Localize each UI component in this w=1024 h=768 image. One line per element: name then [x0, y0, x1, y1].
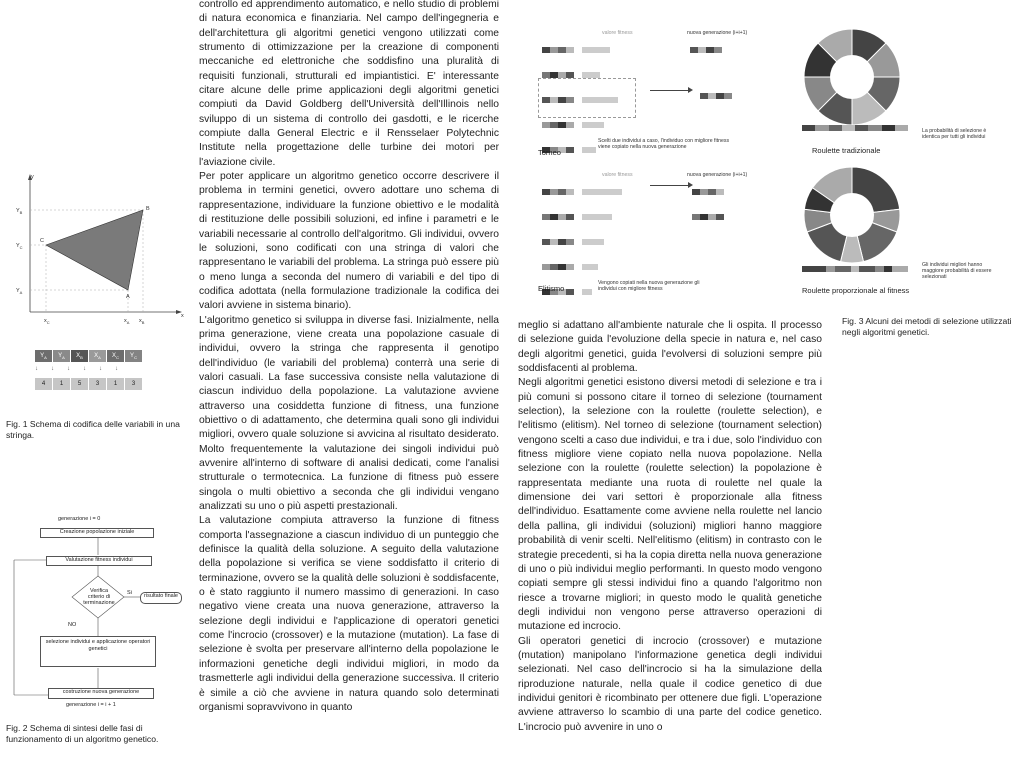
point-a-label: A — [126, 294, 130, 300]
torneo-title: Torneo — [538, 148, 561, 157]
torneo-arrow-head — [688, 87, 693, 93]
elitismo-value-label: valore fitness — [602, 172, 633, 178]
torneo-newgen-label: nuova generazione (i+i+1) — [687, 30, 748, 36]
elitismo-arrow — [650, 185, 690, 186]
column-2 — [518, 319, 822, 759]
roulette-proportional-title: Roulette proporzionale al fitness — [802, 286, 910, 295]
torneo-newgen-string — [690, 40, 722, 58]
paragraph: Gli operatori genetici di incrocio (crossover) e mutazione (mutation) manipolano l'informazione genetica degli individui selezionati. Nel caso dell'incrocio si ha la simulazione della riproduzione naturale, nella quale il codice genetico di due individui genitori è ricombinato per ottenere due figli. L'operazione avviene attraverso lo scambio di una parte del codice genetico. L'incrocio può avvenire in uno o — [518, 635, 822, 733]
gene-cell: $X_C$ — [107, 350, 125, 362]
gene-value: 4 — [35, 378, 53, 390]
fig2-flowchart — [0, 510, 190, 720]
gene-value: 3 — [89, 378, 107, 390]
elitismo-newgen-label: nuova generazione (i+i+1) — [687, 172, 748, 178]
eval-box: Valutazione fitness individui — [46, 556, 152, 566]
roulette-proportional-desc: Gli individui migliori hanno maggiore probabilità di essere selezionati — [922, 262, 992, 281]
torneo-selection-frame — [538, 78, 636, 118]
elitismo-newgen-strings — [692, 182, 724, 225]
gene-value: 5 — [71, 378, 89, 390]
fig1-triangle-plot — [0, 170, 190, 330]
gene-cell: $Y_C$ — [125, 350, 143, 362]
roulette-traditional-wheel — [797, 22, 907, 132]
paragraph: Per poter applicare un algoritmo genetico occorre descrivere il problema in termini genetici, ovvero adottare uno schema di rappresentazione, individuare la funzione obiettivo e le modalità di restituzione delle possibili soluzioni, ed infine i parametri e le variabili necessarie al controllo dell'algoritmo. Gli individui, ovvero le soluzioni, sono codificati con una stringa di valori che rappresentano le variabili del problema. La stringa può essere più o meno lunga a seconda del numero di variabili e del tipo di codifica adottata (nella formulazione tradizionale la codifica dei valori avviene in sistema binario). — [199, 171, 499, 312]
fig3-caption: Fig. 3 Alcuni dei metodi di selezione utilizzati negli algoritmi genetici. — [842, 316, 1012, 337]
gene-string-top — [35, 350, 143, 362]
elitismo-title: Elitismo — [538, 284, 565, 293]
select-box: selezione individui e applicazione operatori genetici — [40, 636, 156, 667]
axis-x-label: x — [181, 313, 184, 319]
x-tick-b: $x_B$ — [139, 318, 145, 325]
torneo-value-label: valore fitness — [602, 30, 633, 36]
x-tick-c: $x_C$ — [44, 318, 50, 325]
axis-y-label: y — [31, 174, 34, 180]
elitismo-desc: Vengono copiati nella nuova generazione gli individui con migliore fitness — [598, 280, 700, 293]
next-gen-label: generazione i = i + 1 — [66, 702, 116, 708]
end-box: risultato finale — [140, 592, 182, 604]
y-tick-b: $Y_B$ — [16, 208, 23, 215]
yes-label: Si — [127, 590, 132, 596]
gene-cell: $Y_A$ — [53, 350, 71, 362]
start-label: generazione i = 0 — [58, 516, 101, 522]
paragraph: La valutazione compiuta attraverso la funzione di fitness comporta l'assegnazione a ciascun individuo di un punteggio che definisce la qualità della soluzione. A seguito della valutazione della popolazione si verifica se viene soddisfatto il criterio di terminazione, ovvero se la qualità delle soluzioni è soddisfacente, o è stato raggiunto il numero massimo di generazioni. In caso negativo viene creata una nuova generazione, attraverso la selezione degli individui e l'applicazione di operatori genetici come l'incrocio (crossover) e la mutazione (mutation). La fase di selezione è svolta per preservare all'interno della popolazione le informazioni genetiche degli individui migliori, in modo da trasmetterle agli individui della generazione successiva. Il criterio è simile a ciò che avviene in natura quando solo determinati organismi sopravvivono in quanto — [199, 515, 499, 713]
triangle-shape — [46, 210, 143, 290]
fig1-caption: Fig. 1 Schema di codifica delle variabili in una stringa. — [6, 419, 180, 440]
torneo-newgen-string-2 — [700, 86, 732, 104]
point-c-label: C — [40, 238, 44, 244]
gene-value: 1 — [107, 378, 125, 390]
gene-string-bottom — [35, 378, 143, 390]
roulette-proportional-wheel — [797, 160, 907, 270]
roulette-proportional-bar — [802, 266, 908, 272]
fig2-caption: Fig. 2 Schema di sintesi delle fasi di funzionamento di un algoritmo genetico. — [6, 723, 159, 744]
build-box: costruzione nuova generazione — [48, 688, 154, 699]
torneo-diagram — [542, 30, 772, 150]
gene-value: 3 — [125, 378, 143, 390]
y-tick-c: $Y_C$ — [16, 243, 23, 250]
init-box: Creazione popolazione iniziale — [40, 528, 154, 538]
torneo-desc: Scelti due individui a caso, l'individuo con migliore fitness viene copiato nella nuova generazione — [598, 138, 730, 151]
x-tick-a: $x_A$ — [124, 318, 130, 325]
fig3 — [512, 22, 1024, 312]
torneo-arrow — [650, 90, 690, 91]
paragraph: Negli algoritmi genetici esistono diversi metodi di selezione e tra i più comuni si possono citare il torneo di selezione (tournament selection), la selezione con la roulette (roulette selection), e l'elitismo (elitism). Nel torneo di selezione (tournament selection) vengono scelti a caso due individui, e tra i due, solo l'individuo con fitness migliore viene copiato nella nuova popolazione. Nella selezione con la roulette (roulette selection) la popolazione è rappresentata mediante una ruota di roulette nel quale la dimensione dei vari settori è proporzionale alla fitness dell'individuo. Esattamente come avviene nella roulette nel lancio della pallina, gli individui (soluzioni) migliori hanno maggiore probabilità di venir scelti. Nell'elitismo (elitism) in contrasto con le strategie precedenti, si ha la copia diretta nella nuova generazione di uno o più individui meglio performanti. In questo modo vengono copiati sempre gli stessi individui fino a quando l'algoritmo non riesce a trovarne migliori; in questo modo le qualità genetiche degli individui non vengono perse attraverso operazioni di mutazione ed incrocio. — [518, 377, 822, 633]
gene-cell: $Y_A$ — [35, 350, 53, 362]
gene-value: 1 — [53, 378, 71, 390]
fig1 — [0, 170, 190, 450]
y-tick-a: $Y_A$ — [16, 288, 23, 295]
column-1 — [199, 0, 499, 768]
point-b-label: B — [146, 206, 150, 212]
gene-arrows: ↓↓↓↓↓↓ — [35, 366, 131, 372]
paragraph: meglio si adattano all'ambiente naturale che li ospita. Il processo di selezione guida l'evoluzione della specie in natura e, nel caso degli algoritmi genetici, guida l'evolversi di soluzioni sempre più soddisfacenti al problema. — [518, 320, 822, 375]
paragraph: L'algoritmo genetico si sviluppa in diverse fasi. Inizialmente, nella prima generazione, viene creata una popolazione casuale di individui, ovvero la stringa che rappresenta il genotipo dell'individuo (le variabili del problema) conterrà una serie di valori casuali. La fase successiva consiste nella valutazione di ciascun individuo della popolazione. La valutazione avviene attraverso una cosiddetta funzione di fitness, una funzione obiettivo o di adattamento, che determina quali sono gli individui migliori, ovvero quale soluzione si avvicina al risultato desiderato. Molto frequentemente la valutazione dei singoli individui può avvenire all'interno di software di analisi dedicati, come l'analisi strutturale o termotecnica. La funzione di fitness può essere singola o multi obiettivo a seconda che gli individui vengano analizzati su uno o più aspetti prestazionali. — [199, 314, 499, 513]
decision-label: Verifica criterio di terminazione — [83, 588, 115, 606]
roulette-traditional-desc: La probabilità di selezione è identica per tutti gli individui — [922, 128, 987, 141]
roulette-traditional-title: Roulette tradizionale — [812, 146, 881, 155]
no-label: NO — [68, 622, 77, 628]
gene-cell: $X_A$ — [89, 350, 107, 362]
elitismo-diagram — [542, 172, 772, 282]
paragraph: controllo ed apprendimento automatico, e nello studio di problemi di natura economica e finanziaria. Nel campo dell'ingegneria e dell'architettura gli algoritmi genetici vengono utilizzati come strumento di ottimizzazione per la creazione di componenti meccaniche ed elettroniche che soddisfino una pluralità di requisiti funzionali, strutturali ed impiantistici. E' interessante citare alcune delle prime applicazioni degli algoritmi genetici compiuti da David Goldberg dell'Università dell'Illinois nello sviluppo di un sistema di controllo dei gasdotti, e le ricerche compiute dalla General Electric e il Rensselaer Polytechnic Institute nella progettazione delle turbine dei motori per l'aviazione civile. — [199, 0, 499, 168]
gene-cell: $X_B$ — [71, 350, 89, 362]
roulette-traditional-bar — [802, 125, 908, 131]
